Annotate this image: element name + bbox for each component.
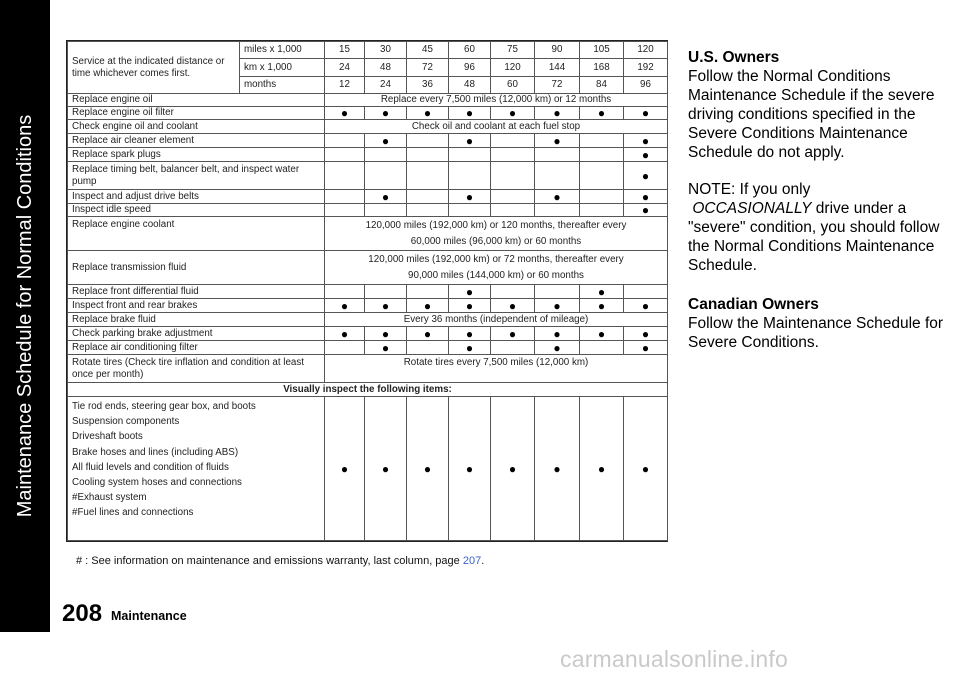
dot: ●: [624, 341, 668, 355]
row-drive-belts: [68, 190, 668, 204]
sidebar: [0, 0, 50, 632]
dot: ●: [535, 190, 580, 204]
dot: ●: [624, 148, 668, 162]
dot: ●: [325, 397, 365, 541]
dot: ●: [624, 107, 668, 120]
dot: ●: [580, 285, 624, 299]
watermark: carmanualsonline.info: [560, 646, 788, 672]
row-timing-belt-label: Replace timing belt, balancer belt, and inspect water pump: [68, 162, 325, 190]
dot: ●: [449, 107, 491, 120]
unit-miles: miles x 1,000: [240, 42, 325, 59]
dot: ●: [624, 204, 668, 217]
dot: ●: [365, 341, 407, 355]
months-48: 48: [449, 77, 491, 94]
dot: ●: [449, 190, 491, 204]
months-60: 60: [491, 77, 535, 94]
service-interval-text: Service at the indicated distance or time whichever comes first.: [68, 42, 240, 94]
miles-45: 45: [407, 42, 449, 59]
maintenance-table: [66, 40, 668, 542]
dot: ●: [407, 397, 449, 541]
dot: ●: [365, 107, 407, 120]
km-120: 120: [491, 59, 535, 77]
sidebar-title: Maintenance Schedule for Normal Conditions: [14, 114, 36, 518]
us-owners-text: Follow the Normal Conditions Maintenance Schedule if the severe driving conditions specified in the Severe Conditions Maintenance Schedule do not apply.: [688, 68, 935, 161]
dot: ●: [449, 299, 491, 313]
row-transmission-interval: [325, 251, 668, 285]
dot: ●: [535, 299, 580, 313]
dot: ●: [624, 190, 668, 204]
dot: ●: [491, 299, 535, 313]
miles-30: 30: [365, 42, 407, 59]
list-item: All fluid levels and condition of fluids: [72, 461, 229, 473]
list-item: Cooling system hoses and connections: [72, 477, 242, 489]
row-air-cleaner: [68, 134, 668, 148]
dot: ●: [580, 107, 624, 120]
km-168: 168: [580, 59, 624, 77]
coolant-interval-line2: 60,000 miles (96,000 km) or 60 months: [410, 235, 582, 247]
km-96: 96: [449, 59, 491, 77]
miles-120: 120: [624, 42, 668, 59]
note-paragraph: [688, 180, 948, 275]
row-transmission-label: Replace transmission fluid: [68, 251, 325, 285]
months-84: 84: [580, 77, 624, 94]
dot: ●: [535, 341, 580, 355]
row-rotate-tires-label: Rotate tires (Check tire inflation and condition at least once per month): [68, 355, 325, 383]
note-emphasis: OCCASIONALLY: [692, 200, 812, 217]
row-parking-brake: [68, 327, 668, 341]
row-coolant-interval: [325, 217, 668, 251]
dot: ●: [365, 299, 407, 313]
row-coolant-label: Replace engine coolant: [68, 217, 325, 251]
dot: ●: [624, 162, 668, 190]
visual-inspect-header: Visually inspect the following items:: [68, 383, 668, 397]
dot: ●: [325, 299, 365, 313]
dot: ●: [449, 285, 491, 299]
row-spark-plugs-label: Replace spark plugs: [68, 148, 325, 162]
row-spark-plugs: [68, 148, 668, 162]
page-number: 208: [62, 600, 103, 627]
dot: ●: [449, 341, 491, 355]
list-item: Brake hoses and lines (including ABS): [72, 446, 239, 458]
dot: ●: [580, 397, 624, 541]
dot: ●: [491, 327, 535, 341]
row-ac-filter: [68, 341, 668, 355]
dot: ●: [624, 134, 668, 148]
km-24: 24: [325, 59, 365, 77]
row-oil-filter-label: Replace engine oil filter: [68, 107, 325, 120]
dot: ●: [407, 107, 449, 120]
row-ac-filter-label: Replace air conditioning filter: [68, 341, 325, 355]
miles-60: 60: [449, 42, 491, 59]
schedule-grid: [67, 41, 668, 541]
dot: ●: [535, 327, 580, 341]
dot: ●: [580, 327, 624, 341]
row-timing-belt: [68, 162, 668, 190]
transmission-interval-line1: 120,000 miles (192,000 km) or 72 months, thereafter every: [368, 254, 624, 266]
months-24: 24: [365, 77, 407, 94]
transmission-interval-line2: 90,000 miles (144,000 km) or 60 months: [408, 269, 584, 281]
row-engine-oil-interval: Replace every 7,500 miles (12,000 km) or 12 months: [325, 94, 668, 107]
us-owners-title: U.S. Owners: [688, 49, 780, 66]
dot: ●: [535, 397, 580, 541]
coolant-interval-line1: 120,000 miles (192,000 km) or 120 months, thereafter every: [365, 220, 627, 232]
note-prefix: NOTE: If you only: [688, 181, 811, 198]
row-brake-fluid-interval: Every 36 months (independent of mileage): [325, 313, 668, 327]
list-item: Tie rod ends, steering gear box, and boots: [72, 401, 256, 412]
row-oil-filter: [68, 107, 668, 120]
dot: ●: [491, 107, 535, 120]
row-visual-items: [68, 397, 668, 541]
section-label: Maintenance: [111, 609, 187, 623]
row-differential-label: Replace front differential fluid: [68, 285, 325, 299]
dot: ●: [624, 299, 668, 313]
canadian-owners-text: Follow the Maintenance Schedule for Severe Conditions.: [688, 315, 944, 351]
page-link[interactable]: 207: [462, 555, 482, 567]
miles-90: 90: [535, 42, 580, 59]
months-96: 96: [624, 77, 668, 94]
row-check-oil-label: Check engine oil and coolant: [68, 120, 325, 134]
dot: ●: [449, 397, 491, 541]
row-engine-oil-label: Replace engine oil: [68, 94, 325, 107]
dot: ●: [535, 107, 580, 120]
row-brake-fluid-label: Replace brake fluid: [68, 313, 325, 327]
footnote-text: # : See information on maintenance and emissions warranty, last column, page: [76, 555, 463, 567]
row-drive-belts-label: Inspect and adjust drive belts: [68, 190, 325, 204]
months-36: 36: [407, 77, 449, 94]
km-72: 72: [407, 59, 449, 77]
list-item: #Fuel lines and connections: [72, 507, 194, 519]
months-72: 72: [535, 77, 580, 94]
km-192: 192: [624, 59, 668, 77]
list-item: Suspension components: [72, 416, 180, 428]
row-check-oil-interval: Check oil and coolant at each fuel stop: [325, 120, 668, 134]
list-item: Driveshaft boots: [72, 431, 143, 443]
dot: ●: [491, 397, 535, 541]
km-48: 48: [365, 59, 407, 77]
dot: ●: [407, 299, 449, 313]
dot: ●: [407, 327, 449, 341]
km-144: 144: [535, 59, 580, 77]
row-rotate-tires-interval: Rotate tires every 7,500 miles (12,000 km): [325, 355, 668, 383]
months-12: 12: [325, 77, 365, 94]
row-differential: [68, 285, 668, 299]
row-air-cleaner-label: Replace air cleaner element: [68, 134, 325, 148]
footnote-end: .: [481, 555, 485, 567]
dot: ●: [624, 397, 668, 541]
list-item: #Exhaust system: [72, 492, 147, 504]
footnote: [76, 555, 484, 567]
row-brakes: [68, 299, 668, 313]
dot: ●: [325, 107, 365, 120]
dot: ●: [365, 134, 407, 148]
miles-15: 15: [325, 42, 365, 59]
dot: ●: [365, 190, 407, 204]
dot: ●: [325, 327, 365, 341]
row-idle-speed: [68, 204, 668, 217]
dot: ●: [624, 327, 668, 341]
row-brakes-label: Inspect front and rear brakes: [68, 299, 325, 313]
dot: ●: [365, 327, 407, 341]
unit-months: months: [240, 77, 325, 94]
owner-notes: [688, 48, 948, 352]
row-idle-speed-label: Inspect idle speed: [68, 204, 325, 217]
dot: ●: [580, 299, 624, 313]
dot: ●: [449, 134, 491, 148]
unit-km: km x 1,000: [240, 59, 325, 77]
visual-items-list: [68, 397, 325, 541]
dot: ●: [535, 134, 580, 148]
dot: ●: [449, 327, 491, 341]
miles-75: 75: [491, 42, 535, 59]
note-rest: drive under a "severe" condition, you should follow the Normal Conditions Maintenance Schedule.: [688, 200, 940, 274]
miles-105: 105: [580, 42, 624, 59]
dot: ●: [365, 397, 407, 541]
canadian-owners-title: Canadian Owners: [688, 296, 819, 313]
row-parking-brake-label: Check parking brake adjustment: [68, 327, 325, 341]
